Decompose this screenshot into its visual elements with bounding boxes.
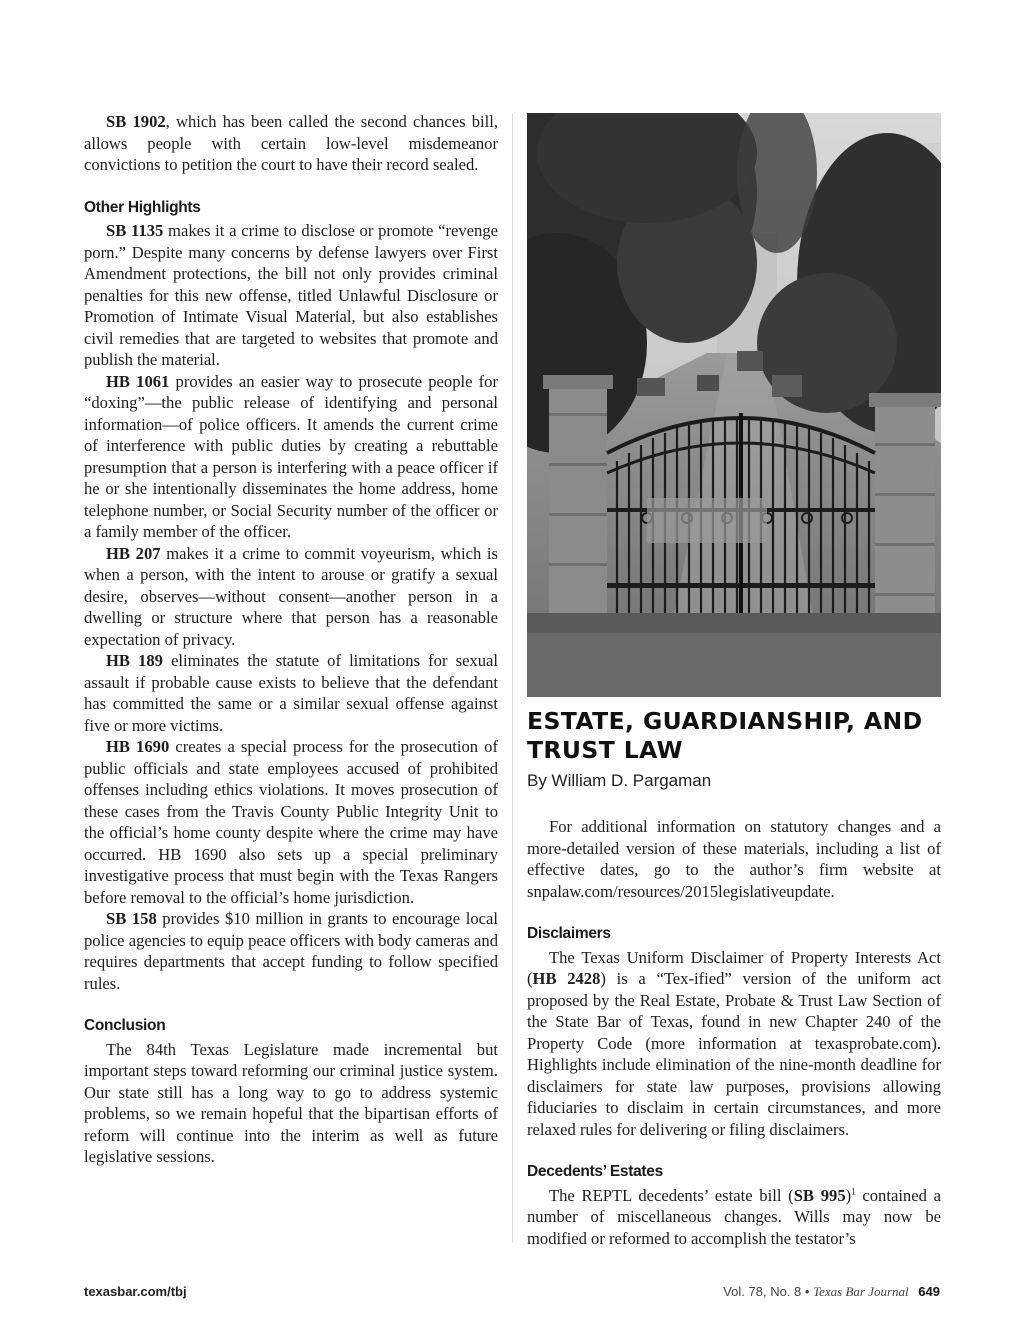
paragraph-conclusion: The 84th Texas Legislature made incremental but important steps toward reforming our criminal justice system. Our state still has a long way to go to address systemic problems, so we remain hopeful that the bipartisan efforts of reform will continue into the interim as well as future legislative sessions. (84, 1039, 498, 1166)
bill-number: SB 995 (793, 1185, 846, 1205)
bill-number: SB 1902 (106, 112, 166, 131)
footer-journal: Texas Bar Journal (813, 1284, 909, 1299)
bill-number: HB 207 (106, 543, 161, 563)
footnote-marker: 1 (851, 1185, 856, 1196)
paragraph-text: creates a special process for the prosecution of public officials and state employees accused of prohibited offenses including ethics violations. It moves prosecution of these cases from the Travis County Public Integrity Unit to the official’s home county despite where the crime may have occurred. HB 1690 also sets up a special preliminary investigative process that must begin with the Texas Rangers before removal to the official’s home jurisdiction. (84, 737, 498, 907)
paragraph-text: ) is a “Tex-ified” version of the uniform act proposed by the Real Estate, Probate & Trust Law Section of the State Bar of Texas, found in new Chapter 240 of the Property Code (more information at texasprobate.com). Highlights include elimination of the nine-month deadline for disclaimers for state law purposes, provisions allowing fiduciaries to disclaim in certain circumstances, and more relaxed rules for delivering or filing disclaimers. (527, 969, 942, 1139)
subheading-conclusion: Conclusion (84, 1017, 166, 1034)
paragraph-intro: For additional information on statutory changes and a more-detailed version of these materials, including a list of effective dates, go to the author’s firm website at snpalaw.com/resources/2015legislativeupdate. (527, 817, 941, 901)
paragraph-text: makes it a crime to disclose or promote “revenge porn.” Despite many concerns by defense lawyers over First Amendment protections, the bill not only provides criminal penalties for this new offense, titled Unlawful Disclosure or Promotion of Intimate Visual Material, but also establishes civil remedies that are targeted to websites that promote and publish the material. (84, 221, 499, 369)
paragraph-disclaimers (527, 947, 941, 1141)
bill-number: HB 2428 (532, 969, 601, 988)
bill-number: SB 158 (106, 909, 157, 928)
paragraph-text: , which has been called the second chances bill, allows people with certain low-level misdemeanor convictions to petition the court to have their record sealed. (84, 112, 498, 174)
page-number: 649 (918, 1284, 940, 1299)
footer-bullet: • (804, 1284, 810, 1299)
subheading-other-highlights: Other Highlights (84, 198, 201, 216)
paragraph-decedents (527, 1185, 941, 1250)
footer-volume: Vol. 78, No. 8 (723, 1284, 802, 1299)
subheading-decedents-estates: Decedents’ Estates (527, 1163, 663, 1180)
bill-number: SB 1135 (106, 221, 164, 240)
column-divider (512, 113, 513, 1243)
bill-number: HB 1690 (106, 737, 170, 756)
paragraph-text: The Texas Uniform Disclaimer of Property Interests Act ( (527, 947, 941, 988)
paragraph-text: contained a number of miscellaneous changes. Wills may now be modified or reformed to accomplish the testator’s (527, 1185, 941, 1248)
footer-site-link[interactable]: texasbar.com/tbj (84, 1284, 187, 1299)
paragraph-sb1902 (84, 111, 498, 176)
paragraph-text: makes it a crime to commit voyeurism, which is when a person, with the intent to arouse or gratify a sexual desire, observes—without consent—another person in a dwelling or structure where that person has a reasonable expectation of privacy. (84, 543, 498, 649)
left-column (84, 111, 498, 1168)
paragraph-text: provides an easier way to prosecute people for “doxing”—the public release of identifying and personal information—of police officers. It amends the current crime of interference with public duties by creating a rebuttable presumption that a person is interfering with a peace officer if he or she intentionally disseminates the home address, home telephone number, or Social Security number of the officer or a family member of the officer. (84, 371, 498, 541)
bill-number: HB 1061 (106, 371, 170, 391)
paragraph-hb207 (84, 543, 498, 651)
paragraph-sb158 (84, 908, 498, 994)
paragraph-hb1690 (84, 736, 498, 908)
right-column (527, 816, 941, 1249)
paragraph-hb1061 (84, 371, 498, 543)
paragraph-sb1135 (84, 220, 498, 371)
paragraph-hb189 (84, 650, 498, 736)
paragraph-text: ) (845, 1185, 852, 1205)
footer-issue-info (723, 1284, 940, 1300)
capitol-gate-photo (527, 113, 941, 697)
paragraph-text: The REPTL decedents’ estate bill ( (549, 1185, 794, 1205)
paragraph-text: eliminates the statute of limitations for sexual assault if probable cause exists to believe that the defendant has committed the same or a similar sexual offense against five or more victims. (84, 651, 499, 735)
bill-number: HB 189 (106, 651, 163, 670)
section-title: ESTATE, GUARDIANSHIP, AND TRUST LAW (527, 707, 923, 764)
subheading-disclaimers: Disclaimers (527, 925, 611, 942)
paragraph-text: provides $10 million in grants to encourage local police agencies to equip peace officers with body cameras and requires departments that accept funding to follow specified rules. (84, 909, 498, 993)
byline: By William D. Pargaman (527, 771, 712, 790)
